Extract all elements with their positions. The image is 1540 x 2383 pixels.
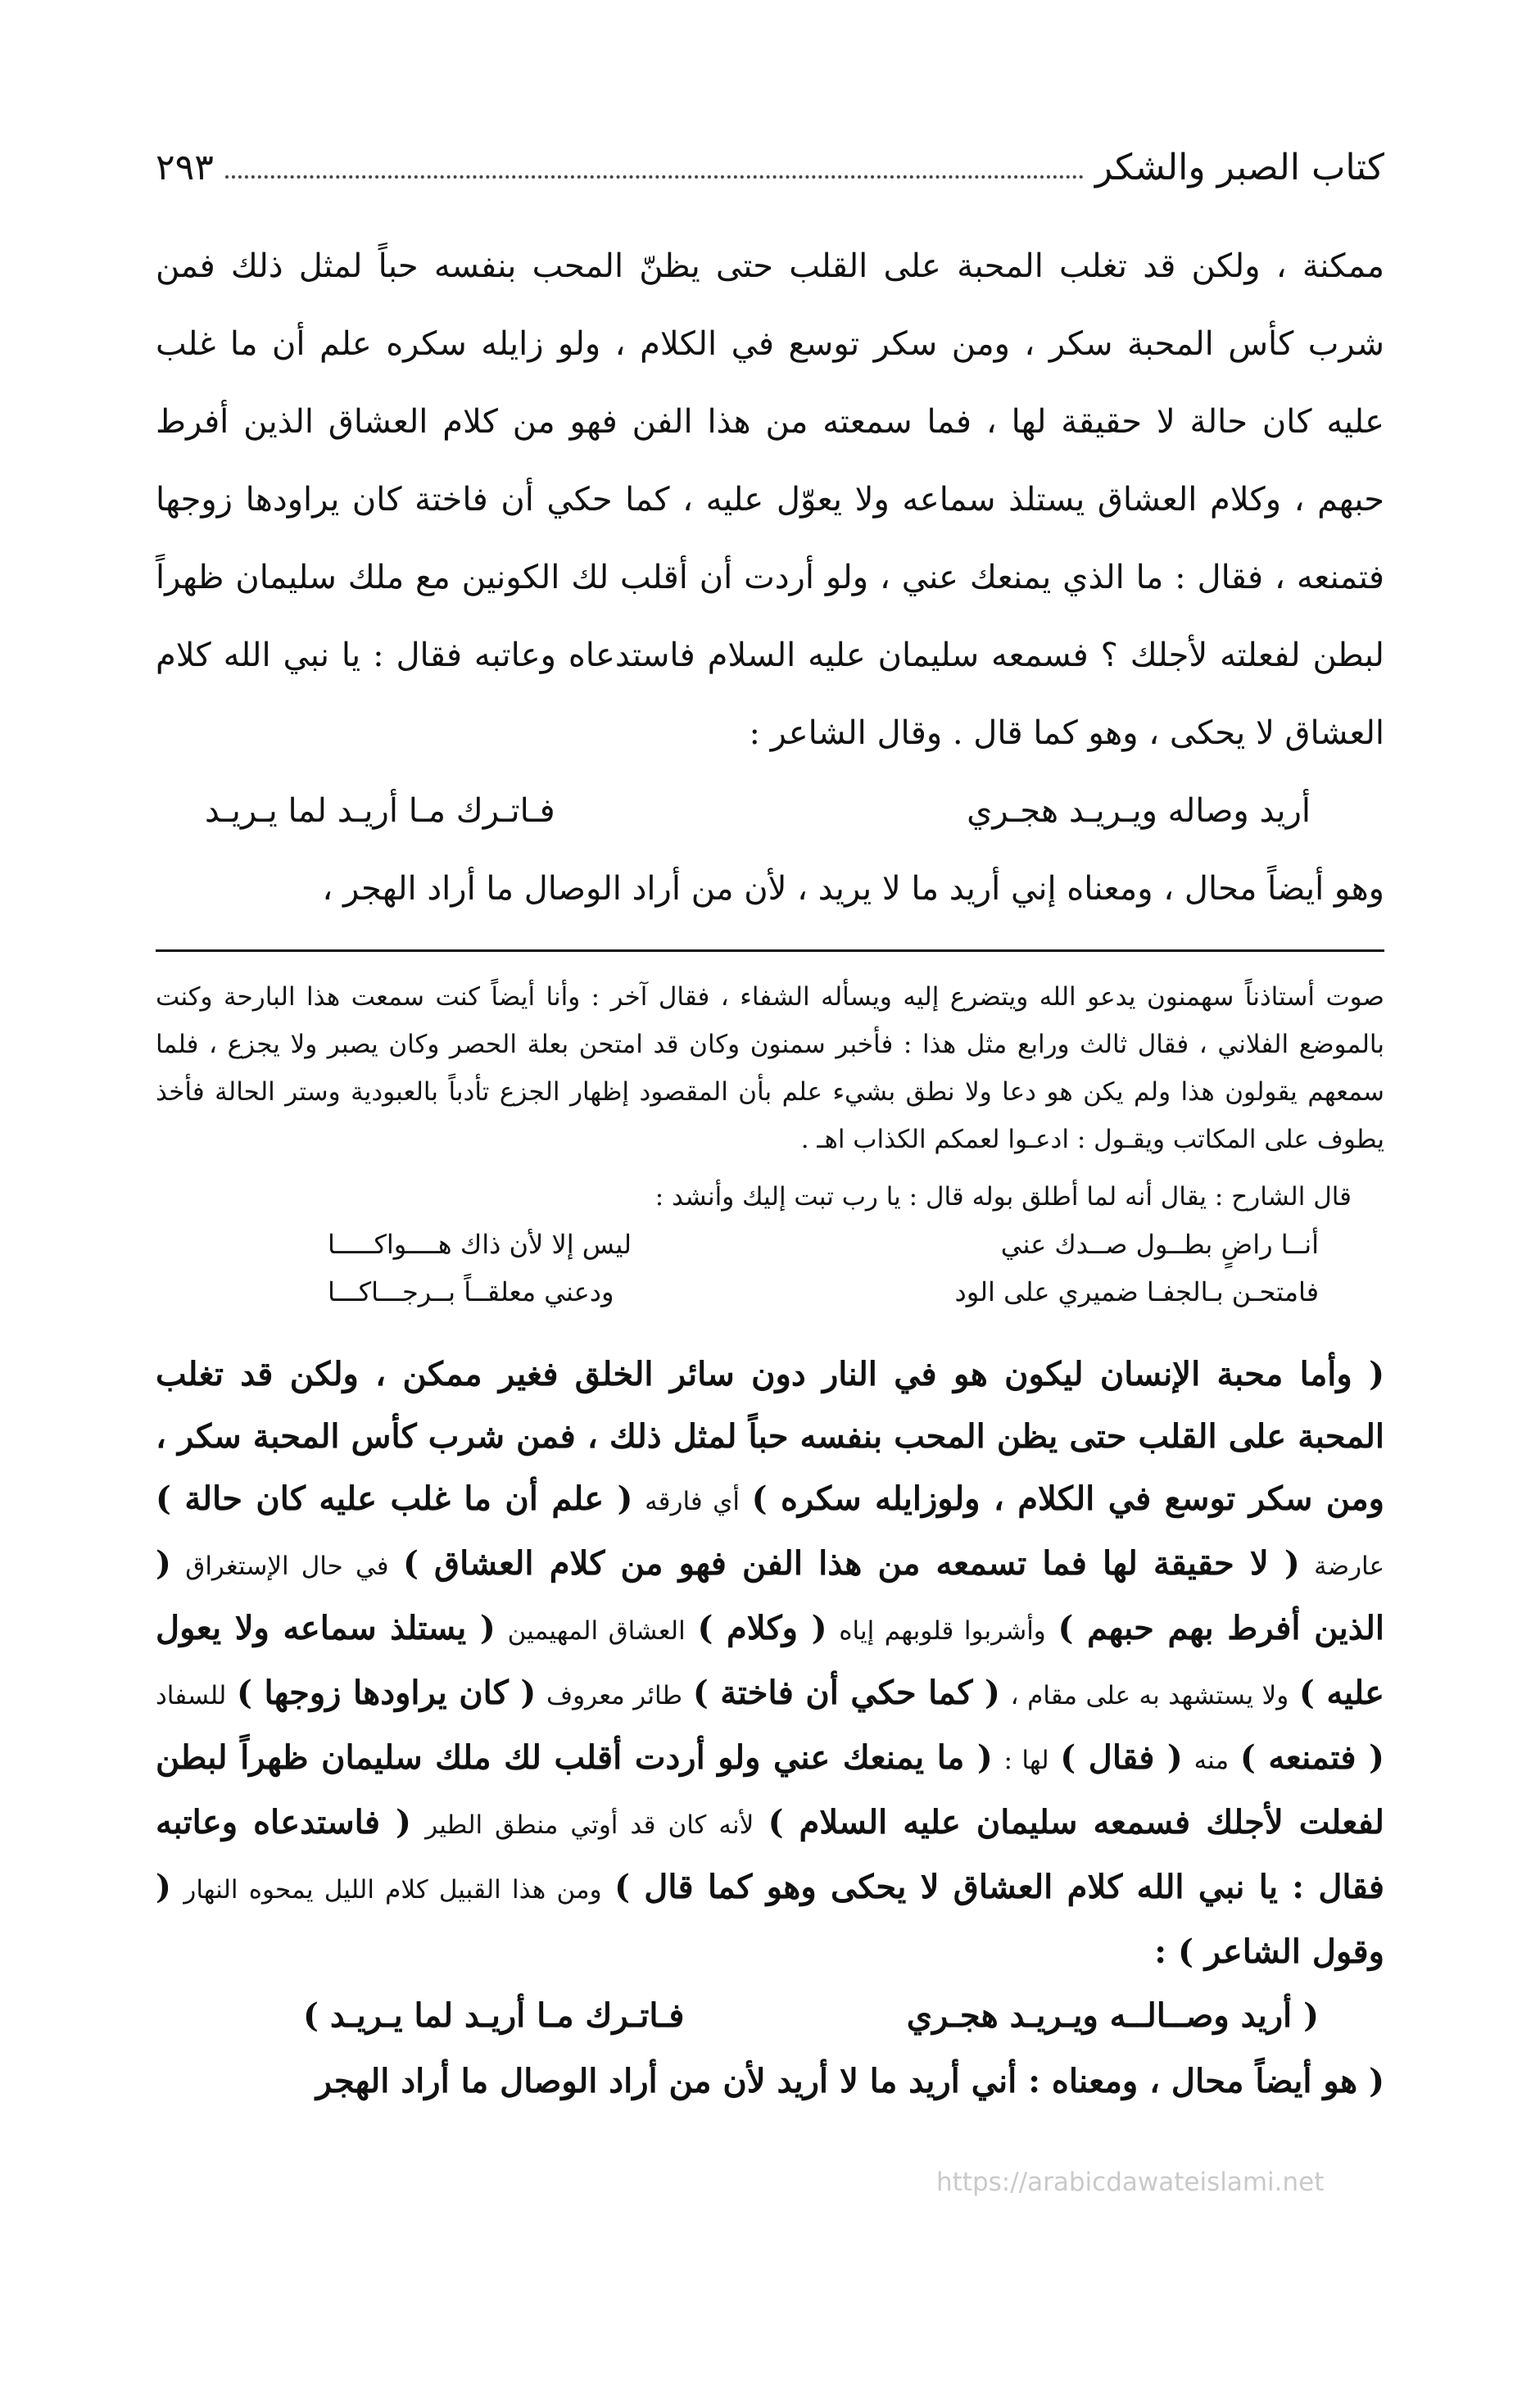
- footnote-verse-2-second: ودعني معلقــاً بــرجـــاكـــا: [328, 1276, 614, 1307]
- commentary-verse-first: ( أريد وصــالــه ويـريـد هجـري: [906, 1996, 1319, 2035]
- quoted-text: ( لا حقيقة لها فما تسمعه من هذا الفن فهو من كلام العشاق ): [402, 1544, 1300, 1583]
- footnote-verse-2: [156, 1268, 1384, 1316]
- explanation-text: في حال الإستغراق: [185, 1552, 389, 1581]
- explanation-text: عارضة: [1314, 1552, 1384, 1581]
- watermark-url: https://arabicdawateislami.net: [936, 2168, 1325, 2197]
- footnote: [156, 973, 1384, 1316]
- commentary-verse-second: فـاتـرك مـا أريـد لما يـريـد ): [303, 1996, 685, 2035]
- quoted-text: ( فقال ): [1060, 1738, 1183, 1777]
- quoted-text: ( وأما محبة الإنسان ليكون هو في النار دون سائر الخلق فغير ممكن ، ولكن قد تغلب المحبة على القلب حتى يظن المحب بنفسه حباً لمثل ذلك ، فمن شرب كأس المحبة سكر ، ومن سكر توسع في الكلام ، ولوزايله سكره ): [156, 1355, 1385, 1518]
- footnote-divider: [156, 949, 1384, 952]
- explanation-text: لها :: [1003, 1746, 1049, 1775]
- quoted-text: ( وكلام ): [697, 1609, 827, 1647]
- shareh-intro: قال الشارح : يقال أنه لما أطلق بوله قال : يا رب تبت إليك وأنشد :: [654, 1182, 1352, 1212]
- explanation-text: للسفاد: [156, 1681, 227, 1710]
- main-paragraph: ممكنة ، ولكن قد تغلب المحبة على القلب حتى يظنّ المحب بنفسه حباً لمثل ذلك فمن شرب كأس المحبة سكر ، ومن سكر توسع في الكلام ، ولو زايله سكره علم أن ما غلب عليه كان حالة لا حقيقة لها ، فما سمعته من هذا الفن فهو من كلام العشاق الذين أفرط حبهم ، وكلام العشاق يستلذ سماعه ولا يعوّل عليه ، كما حكي أن فاختة كان يراودها زوجها فتمنعه ، فقال : ما الذي يمنعك عني ، ولو أردت أن أقلب لك الكونين مع ملك سليمان ظهراً لبطن لفعلته لأجلك ؟ فسمعه سليمان عليه السلام فاستدعاه وعاتبه فقال : يا نبي الله كلام العشاق لا يحكى ، وهو كما قال . وقال الشاعر :: [156, 247, 1384, 752]
- quoted-text: ( علم أن ما غلب عليه كان حالة ): [156, 1479, 633, 1518]
- explanation-text: العشاق المهيمين: [507, 1616, 686, 1646]
- footnote-verse-1-first: أنــا راضٍ بطــول صــدك عني: [1000, 1229, 1319, 1260]
- main-verse-second-hemistich: فـاتـرك مـا أريـد لما يـريـد: [205, 792, 555, 830]
- explanation-text: منه: [1194, 1746, 1230, 1775]
- quoted-text: ( الذين أفرط بهم حبهم ): [156, 1544, 1385, 1647]
- footnote-verse-1: [156, 1221, 1384, 1268]
- main-verse-first-hemistich: أريد وصاله ويـريـد هجـري: [967, 792, 1311, 830]
- explanation-text: أي فارقه: [645, 1487, 740, 1516]
- main-closing-line: وهو أيضاً محال ، ومعناه إني أريد ما لا يريد ، لأن من أراد الوصال ما أراد الهجر ،: [322, 870, 1384, 908]
- explanation-text: طائر معروف: [546, 1681, 683, 1710]
- quoted-text: ( كما حكي أن فاختة ): [692, 1674, 1000, 1712]
- commentary-closing-line: ( هو أيضاً محال ، ومعناه : أني أريد ما لا أريد لأن من أراد الوصال ما أراد الهجر: [315, 2062, 1384, 2100]
- commentary: [156, 1343, 1384, 2114]
- main-verse: [156, 772, 1384, 850]
- running-header: [156, 131, 1384, 188]
- explanation-text: ولا يستشهد به على مقام ،: [1010, 1681, 1289, 1710]
- commentary-verse: [156, 1983, 1384, 2049]
- quoted-text: ( يستلذ سماعه ولا يعول عليه ): [156, 1609, 1384, 1712]
- explanation-text: لأنه كان قد أوتي منطق الطير: [425, 1810, 754, 1840]
- footnote-verse-1-second: ليس إلا لأن ذاك هــــواكـــــا: [328, 1229, 632, 1260]
- page-number: ٢٩٣: [156, 147, 214, 188]
- book-page: [156, 131, 1384, 2343]
- explanation-text: ومن هذا القبيل كلام الليل يمحوه النهار: [183, 1875, 602, 1905]
- quoted-text: ( فتمنعه ): [1239, 1738, 1384, 1777]
- footnote-verse-2-first: فامتحـن بـالجفـا ضميري على الود: [954, 1276, 1319, 1307]
- quoted-text: ( ما يمنعك عني ولو أردت أقلب لك ملك سليمان ظهراً لبطن لفعلت لأجلك فسمعه سليمان عليه السلام ): [156, 1738, 1384, 1842]
- quoted-text: ( وقول الشاعر ) :: [156, 1868, 1384, 1971]
- dot-leader: [225, 175, 1084, 179]
- main-text: [156, 228, 1384, 928]
- book-title: كتاب الصبر والشكر: [1094, 147, 1384, 188]
- quoted-text: ( فاستدعاه وعاتبه فقال : يا نبي الله كلام العشاق لا يحكى وهو كما قال ): [156, 1803, 1384, 1906]
- explanation-text: وأشربوا قلوبهم إياه: [839, 1616, 1046, 1646]
- footnote-paragraph: صوت أستاذناً سهمنون يدعو الله ويتضرع إليه ويسأله الشفاء ، فقال آخر : وأنا أيضاً كنت سمعت هذا البارحة وكنت بالموضع الفلاني ، فقال ثالث ورابع مثل هذا : فأخبر سمنون وكان قد امتحن بعلة الحصر وكان يصبر ولا يجزع ، فلما سمعهم يقولون هذا ولم يكن هو دعا ولا نطق بشيء علم بأن المقصود إظهار الجزع تأدباً بالعبودية وستر الحالة فأخذ يطوف على المكاتب ويقـول : ادعـوا لعمكم الكذاب اهـ .: [156, 982, 1384, 1154]
- commentary-paragraph: [156, 1343, 1384, 1983]
- quoted-text: ( كان يراودها زوجها ): [237, 1674, 537, 1712]
